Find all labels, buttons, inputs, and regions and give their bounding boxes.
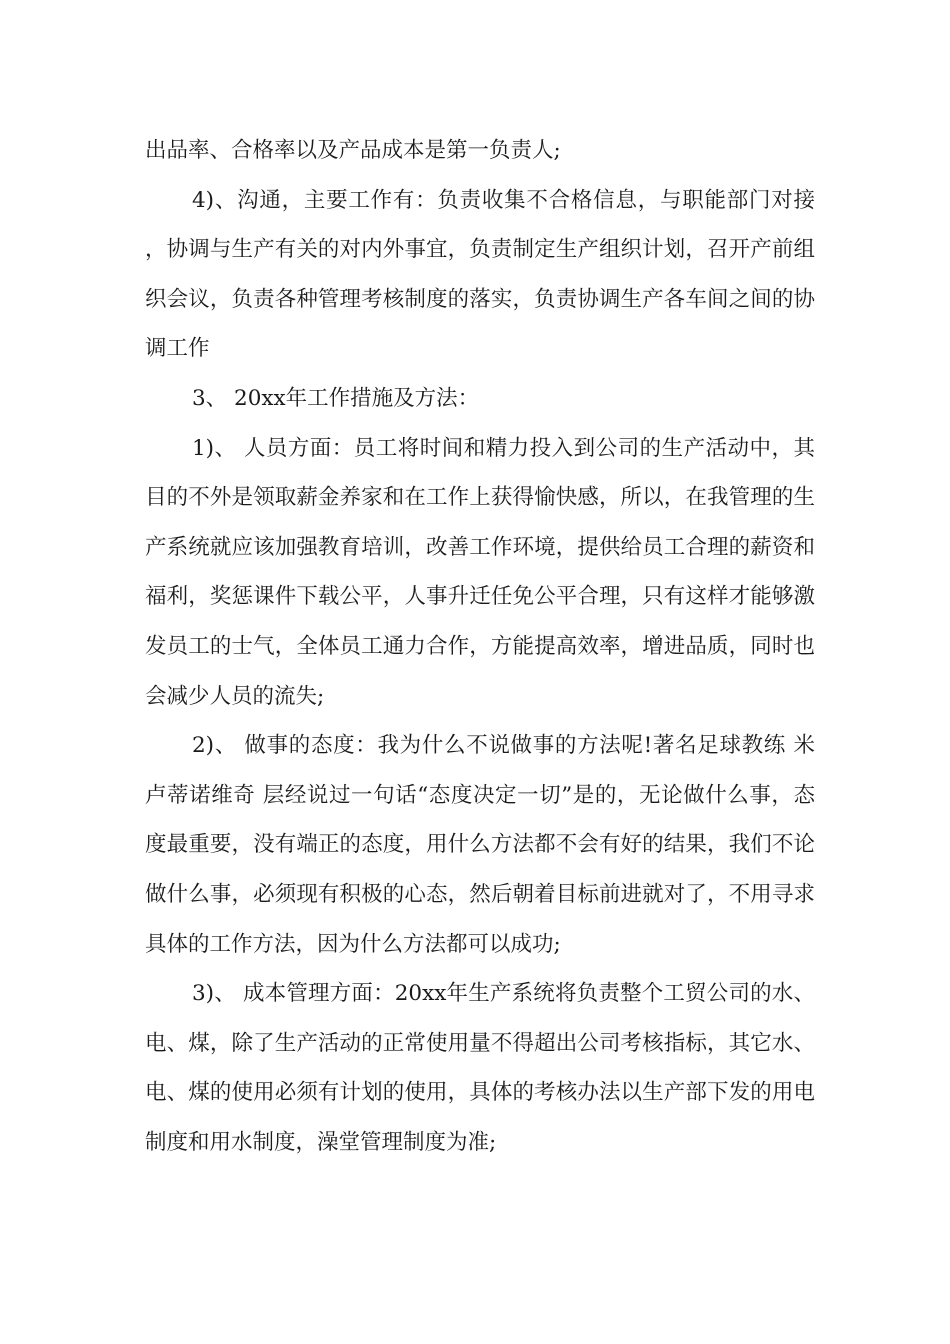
paragraph-communication: 4)、沟通，主要工作有：负责收集不合格信息，与职能部门对接，协调与生产有关的对内外事宜，负责制定生产组织计划，召开产前组织会议，负责各种管理考核制度的落实，负责协调生产各车间之间的协调工作 xyxy=(145,187,815,362)
paragraph-continuation: 出品率、合格率以及产品成本是第一负责人; xyxy=(145,138,561,163)
paragraph-personnel: 1)、 人员方面：员工将时间和精力投入到公司的生产活动中，其目的不外是领取薪金养家和在工作上获得愉快感，所以，在我管理的生产系统就应该加强教育培训，改善工作环境，提供给员工合理的薪资和福利，奖惩课件下载公平，人事升迁任免公平合理，只有这样才能够激发员工的士气，全体员工通力合作，方能提高效率，增进品质，同时也会减少人员的流失; xyxy=(145,435,815,709)
paragraph-attitude: 2)、 做事的态度：我为什么不说做事的方法呢!著名足球教练 米卢蒂诺维奇 层经说过一句话“态度决定一切”是的，无论做什么事，态度最重要，没有端正的态度，用什么方法都不会有好的结果，我们不论做什么事，必须现有积极的心态，然后朝着目标前进就对了，不用寻求具体的工作方法，因为什么方法都可以成功; xyxy=(145,733,815,957)
document-body xyxy=(145,126,815,1167)
paragraph-cost-management: 3)、 成本管理方面：20xx年生产系统将负责整个工贸公司的水、电、煤，除了生产活动的正常使用量不得超出公司考核指标，其它水、电、煤的使用必须有计划的使用，具体的考核办法以生产部下发的用电制度和用水制度，澡堂管理制度为准; xyxy=(145,981,815,1155)
section-heading-measures: 3、 20xx年工作措施及方法： xyxy=(192,385,480,411)
